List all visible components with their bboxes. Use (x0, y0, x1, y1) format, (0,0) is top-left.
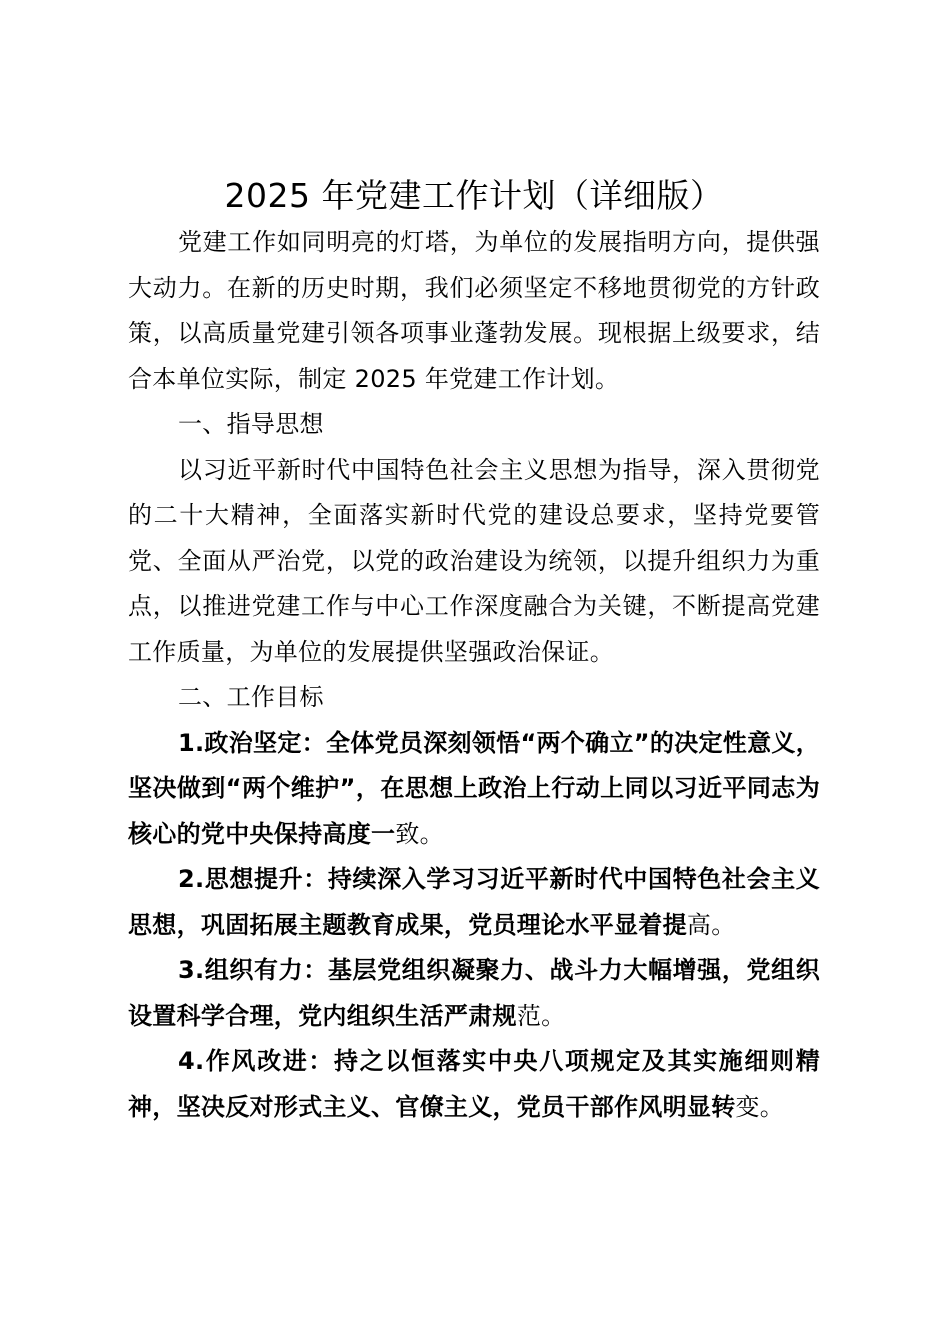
guiding-ideology-paragraph: 以习近平新时代中国特色社会主义思想为指导，深入贯彻党的二十大精神，全面落实新时代党的建设总要求，坚持党要管党、全面从严治党，以党的政治建设为统领，以提升组织力为重点，以推进党建工作与中心工作深度融合为关键，不断提高党建工作质量，为单位的发展提供坚强政治保证。 (128, 455, 820, 666)
document-page (128, 168, 820, 1130)
section-heading-guiding-ideology: 一、指导思想 (178, 410, 324, 438)
intro-paragraph: 党建工作如同明亮的灯塔，为单位的发展指明方向，提供强大动力。在新的历史时期，我们必须坚定不移地贯彻党的方针政策，以高质量党建引领各项事业蓬勃发展。现根据上级要求，结合本单位实际，制定 2025 年党建工作计划。 (128, 228, 820, 393)
goal-political-bold-text: 1.政治坚定：全体党员深刻领悟“两个确立”的决定性意义，坚决做到“两个维护”，在思想上政治上行动上同以习近平同志为核心的党中央保持高度一 (128, 728, 820, 848)
goal-organizational-bold-text: 3.组织有力：基层党组织凝聚力、战斗力大幅增强，党组织设置科学合理，党内组织生活严肃规 (128, 956, 820, 1030)
goal-ideological-bold-text: 2.思想提升：持续深入学习习近平新时代中国特色社会主义思想，巩固拓展主题教育成果，党员理论水平显着提 (128, 865, 820, 939)
goal-ideological-tail-text: 高。 (686, 910, 736, 939)
goal-item-ideological (128, 857, 820, 948)
goal-work-style-bold-text: 4.作风改进：持之以恒落实中央八项规定及其实施细则精神，坚决反对形式主义、官僚主义，党员干部作风明显转 (128, 1047, 820, 1121)
section-heading-work-goals: 二、工作目标 (178, 683, 324, 711)
goal-work-style-tail-text: 变。 (735, 1092, 785, 1121)
document-title: 2025 年党建工作计划（详细版） (224, 176, 724, 215)
goal-organizational-tail-text: 范。 (516, 1001, 566, 1030)
goal-political-tail-text: 致。 (395, 819, 444, 848)
goal-item-organizational (128, 948, 820, 1039)
goal-item-work-style (128, 1039, 820, 1130)
goal-item-political (128, 721, 820, 858)
